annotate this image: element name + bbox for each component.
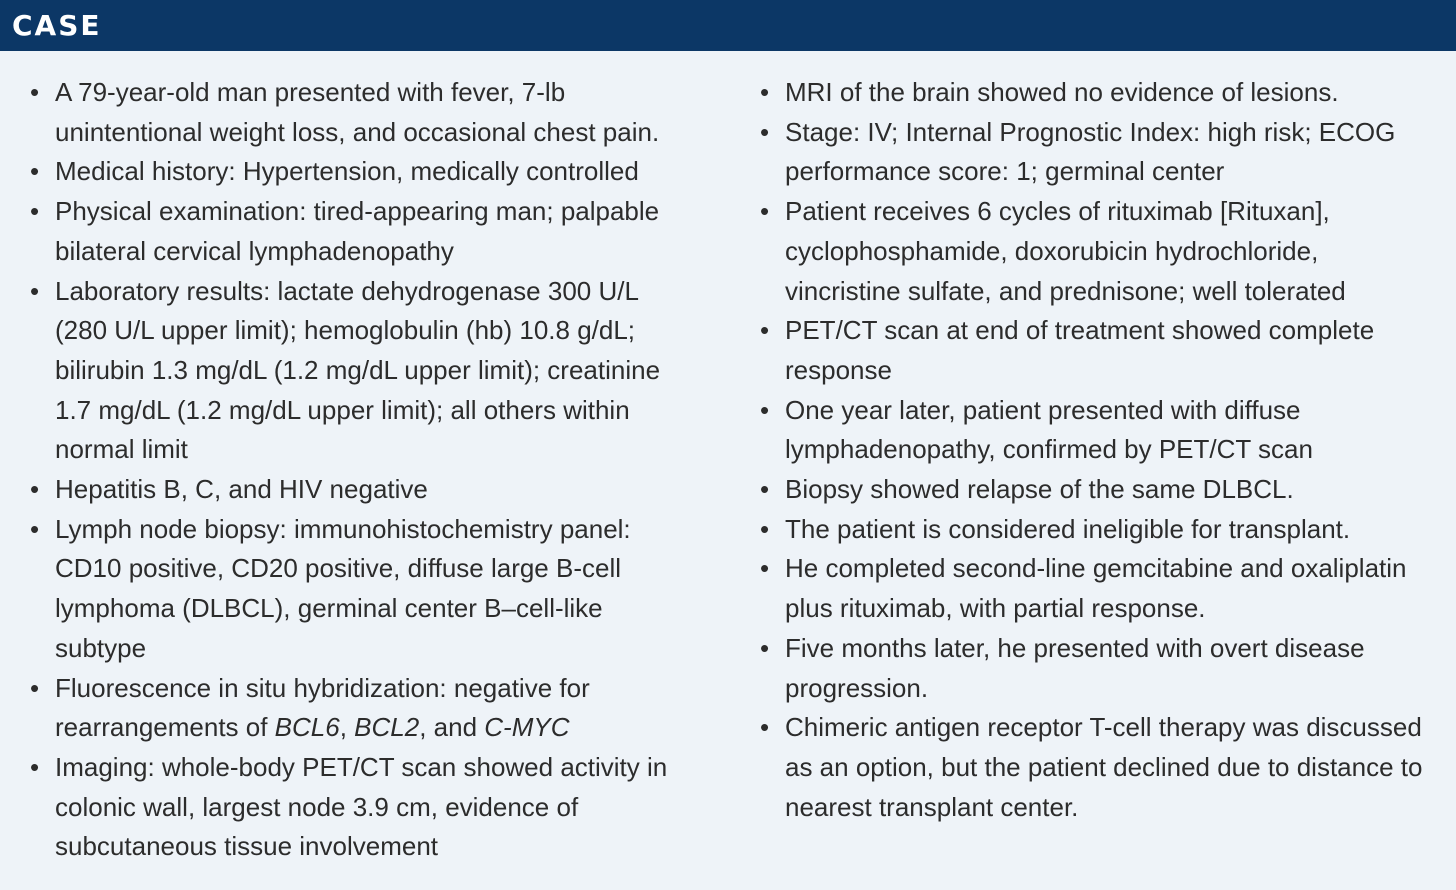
bullet-icon: • (760, 315, 770, 346)
list-item: • A 79-year-old man presented with fever, 7-lb unintentional weight loss, and occasional chest pain. (28, 73, 692, 152)
bullet-icon: • (760, 394, 770, 425)
bullet-icon: • (30, 156, 40, 187)
list-item: • He completed second-line gemcitabine and oxaliplatin plus rituximab, with partial response. (758, 549, 1438, 628)
bullet-icon: • (30, 513, 40, 544)
list-item: • Imaging: whole-body PET/CT scan showed activity in colonic wall, largest node 3.9 cm, evidence of subcutaneous tissue involvement (28, 748, 692, 867)
gene-bcl6: BCL6 (274, 712, 340, 743)
list-item: • The patient is considered ineligible for transplant. (758, 510, 1438, 550)
list-item: • Lymph node biopsy: immunohistochemistry panel: CD10 positive, CD20 positive, diffuse large B-cell lymphoma (DLBCL), germinal center B–cell-like subtype (28, 510, 692, 669)
bullet-icon: • (30, 751, 40, 782)
case-header (0, 0, 1456, 51)
list-item: • Stage: IV; Internal Prognostic Index: high risk; ECOG performance score: 1; germinal center (758, 113, 1438, 192)
bullet-icon: • (30, 77, 40, 107)
list-item: • PET/CT scan at end of treatment showed complete response (758, 311, 1438, 390)
bullet-icon: • (760, 712, 770, 743)
left-column (28, 73, 692, 867)
bullet-icon: • (760, 553, 770, 584)
bullet-icon: • (30, 196, 40, 227)
bullet-icon: • (760, 77, 770, 107)
bullet-icon: • (30, 275, 40, 306)
case-title: CASE (12, 9, 102, 42)
list-item-fish: • Fluorescence in situ hybridization: negative for rearrangements of BCL6, BCL2, and C-MYC (28, 669, 692, 748)
list-item: • Medical history: Hypertension, medically controlled (28, 152, 692, 192)
right-column (758, 73, 1438, 867)
bullet-icon: • (760, 196, 770, 227)
list-item: • Laboratory results: lactate dehydrogenase 300 U/L (280 U/L upper limit); hemoglobulin (hb) 10.8 g/dL; bilirubin 1.3 mg/dL (1.2 mg/dL upper limit); creatinine 1.7 mg/dL (1.2 mg/dL upper limit); all others within normal limit (28, 272, 692, 471)
bullet-icon: • (30, 474, 40, 505)
list-item: • Hepatitis B, C, and HIV negative (28, 470, 692, 510)
list-item: • MRI of the brain showed no evidence of lesions. (758, 73, 1438, 113)
list-item: • Chimeric antigen receptor T-cell therapy was discussed as an option, but the patient declined due to distance to nearest transplant center. (758, 708, 1438, 827)
list-item: • Biopsy showed relapse of the same DLBCL. (758, 470, 1438, 510)
bullet-icon: • (760, 116, 770, 147)
list-item: • Physical examination: tired-appearing man; palpable bilateral cervical lymphadenopathy (28, 192, 692, 271)
gene-cmyc: C-MYC (484, 712, 570, 743)
bullet-icon: • (30, 672, 40, 703)
bullet-icon: • (760, 632, 770, 663)
case-content (0, 51, 1456, 867)
bullet-icon: • (760, 513, 770, 544)
gene-bcl2: BCL2 (354, 712, 420, 743)
list-item: • Patient receives 6 cycles of rituximab [Rituxan], cyclophosphamide, doxorubicin hydrochloride, vincristine sulfate, and prednisone; well tolerated (758, 192, 1438, 311)
bullet-icon: • (760, 474, 770, 505)
list-item: • Five months later, he presented with overt disease progression. (758, 629, 1438, 708)
list-item: • One year later, patient presented with diffuse lymphadenopathy, confirmed by PET/CT scan (758, 391, 1438, 470)
